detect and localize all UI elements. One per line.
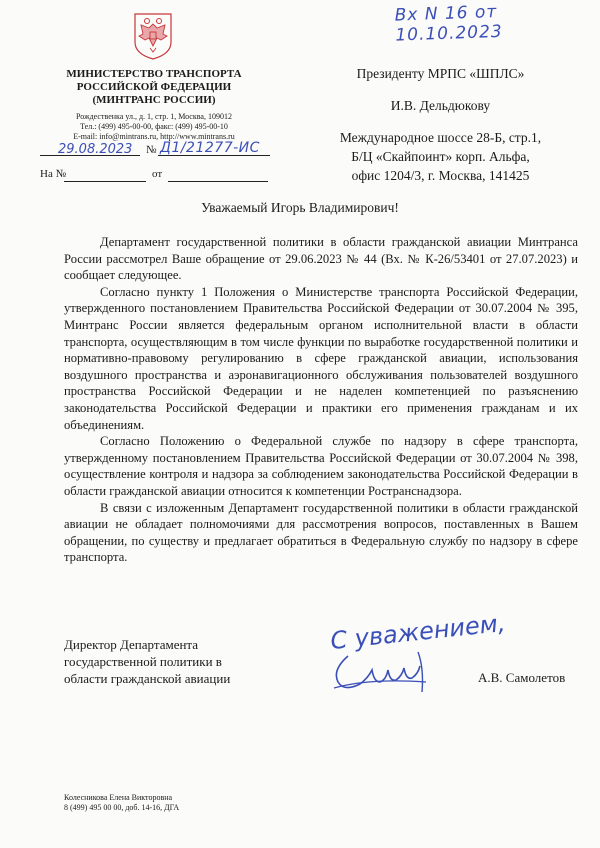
letter-body bbox=[64, 234, 578, 566]
ministry-line: МИНИСТЕРСТВО ТРАНСПОРТА bbox=[66, 68, 242, 80]
addressee-block bbox=[318, 64, 563, 185]
salutation: Уважаемый Игорь Владимирович! bbox=[201, 200, 399, 215]
contact-line: E-mail: info@mintrans.ru, http://www.mintrans.ru bbox=[73, 132, 235, 141]
addressee-line: Международное шоссе 28-Б, стр.1, bbox=[339, 130, 542, 145]
registration-line bbox=[40, 140, 270, 162]
from-label: от bbox=[152, 168, 163, 180]
addressee-line: И.В. Дельдюкову bbox=[390, 98, 491, 113]
ministry-line: РОССИЙСКОЙ ФЕДЕРАЦИИ bbox=[76, 81, 232, 93]
body-paragraph: Согласно Положению о Федеральной службе по надзору в сфере транспорта, утвержденному постановлением Правительства Российской Федерации от 30.07.2004 № 398, осуществление контроля и надзора за соблюдением законодательства Российской Федерации в области гражданской авиации относится к компетенции Ространснадзора. bbox=[64, 434, 578, 498]
signer-position bbox=[64, 636, 294, 687]
handwritten-regards: С уважением, bbox=[329, 608, 507, 656]
in-reply-underline bbox=[64, 180, 146, 182]
signer-position-line: Директор Департамента bbox=[64, 637, 199, 652]
in-reply-line bbox=[40, 168, 270, 186]
contact-line: Рождественка ул., д. 1, стр. 1, Москва, 109012 bbox=[76, 112, 232, 121]
in-reply-label: На № bbox=[40, 168, 67, 180]
registration-number-label: № bbox=[146, 144, 157, 156]
addressee-gap bbox=[318, 115, 563, 128]
registration-number: Д1/21277-ИС bbox=[160, 140, 260, 156]
addressee-line: Б/Ц «Скайпоинт» корп. Альфа, bbox=[351, 149, 530, 164]
addressee-line: Президенту МРПС «ШПЛС» bbox=[356, 66, 525, 81]
signer-position-line: государственной политики в bbox=[64, 654, 222, 669]
executor-phone: 8 (499) 495 00 00, доб. 14-16, ДГА bbox=[64, 803, 180, 812]
handwritten-registration-note: Вх N 16 от 10.10.2023 bbox=[394, 2, 504, 46]
body-paragraph: В связи с изложенным Департамент государственной политики в области гражданской авиации не обладает полномочиями для рассмотрения вопросов, поставленных в Вашем обращении, по существу и предлагает обратиться в Федеральную службу по надзору в сфере транспорта. bbox=[64, 500, 578, 565]
addressee-gap bbox=[318, 83, 563, 96]
executor-name: Колесникова Елена Викторовна bbox=[64, 793, 173, 802]
ministry-line: (МИНТРАНС РОССИИ) bbox=[92, 94, 216, 106]
signer-name: А.В. Самолетов bbox=[478, 670, 566, 685]
addressee-line: офис 1204/3, г. Москва, 141425 bbox=[351, 168, 530, 183]
executor-info bbox=[64, 793, 179, 813]
registration-date: 29.08.2023 bbox=[58, 142, 133, 157]
body-paragraph: Департамент государственной политики в области гражданской авиации Минтранса России рассмотрел Ваше обращение от 29.06.2023 № 44 (Вх. № К-26/53401 от 27.07.2023) и сообщает следующее. bbox=[64, 235, 578, 283]
signer-position-line: области гражданской авиации bbox=[64, 671, 231, 686]
contact-line: Тел.: (499) 495-00-00, факс: (499) 495-00-10 bbox=[80, 122, 228, 131]
handwritten-signature bbox=[330, 648, 440, 696]
ministry-name bbox=[40, 68, 268, 107]
from-underline bbox=[168, 180, 268, 182]
state-emblem-icon bbox=[133, 12, 173, 60]
ministry-contacts bbox=[40, 112, 268, 142]
body-paragraph: Согласно пункту 1 Положения о Министерстве транспорта Российской Федерации, утвержденного постановлением Правительства Российской Федерации от 30.07.2004 № 395, Минтранс России является федеральным органом исполнительной власти в области транспорта, осуществляющим в том числе функции по выработке государственной политики и нормативно-правовому регулированию в сфере гражданской авиации, использования воздушного пространства и аэронавигационного обслуживания пользователей воздушного пространства Российской Федерации и не наделен компетенцией по разъяснению законодательства Российской Федерации и практики его применения гражданам и их объединениям. bbox=[64, 284, 578, 432]
